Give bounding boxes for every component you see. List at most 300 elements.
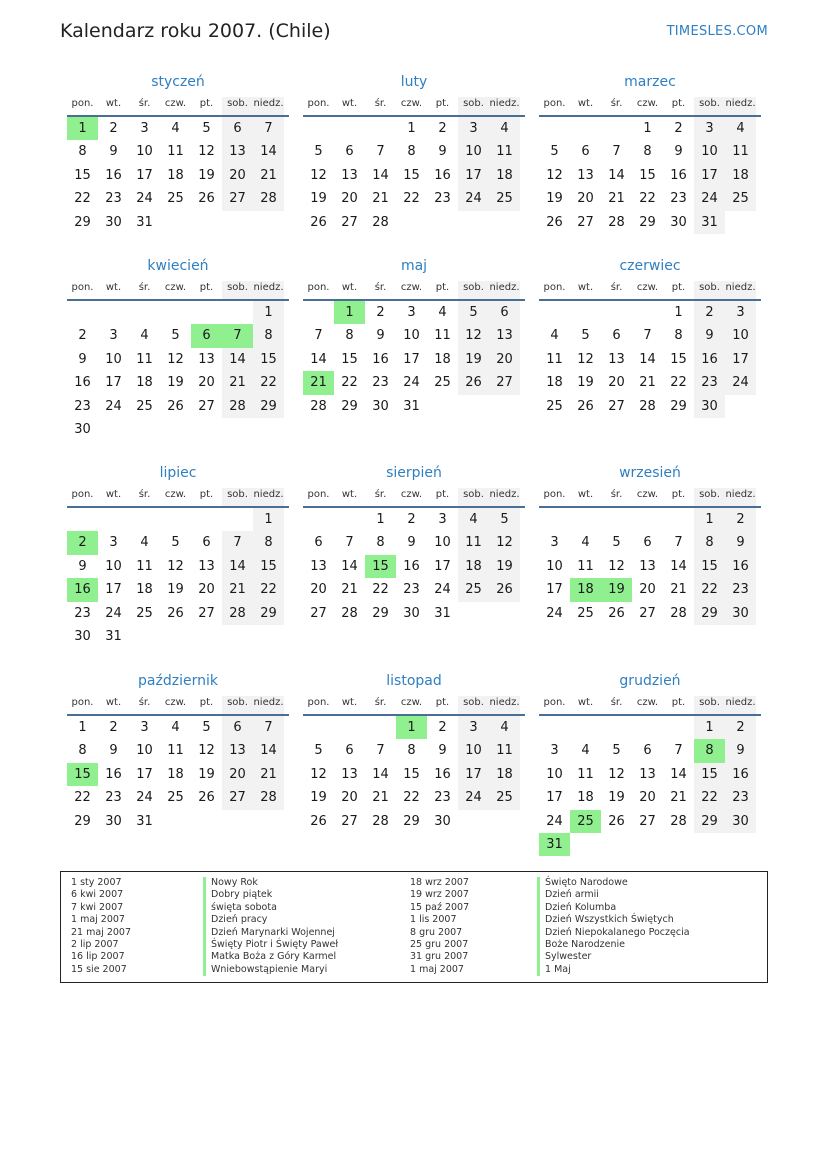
day-cell: 26: [546, 214, 563, 230]
weekday-label: pt.: [435, 282, 450, 293]
weekday-label: niedz.: [253, 696, 284, 714]
day-cell: 29: [694, 810, 725, 833]
empty-cell: [601, 117, 632, 140]
day-cell: 21: [372, 790, 389, 806]
day-cell: 20: [577, 191, 594, 207]
holiday-day-cell: 6: [191, 324, 222, 347]
day-cell: 9: [78, 558, 87, 574]
day-cell: 28: [372, 813, 389, 829]
day-cell: 12: [198, 743, 215, 759]
day-cell: 8: [78, 743, 87, 759]
day-cell: 15: [253, 348, 284, 371]
day-cell: 14: [253, 739, 284, 762]
day-cell: 27: [341, 813, 358, 829]
day-cell: 26: [198, 790, 215, 806]
day-cell: 21: [341, 582, 358, 598]
legend-holiday-name: Dzień armii: [537, 889, 690, 901]
day-cell: 11: [725, 140, 756, 163]
day-cell: 10: [546, 558, 563, 574]
day-cell: 30: [105, 813, 122, 829]
day-grid: [303, 508, 525, 625]
weekday-label: sob.: [694, 281, 725, 299]
day-cell: 2: [694, 301, 725, 324]
day-cell: 24: [136, 790, 153, 806]
weekday-label: pt.: [435, 489, 450, 500]
weekday-label: pon.: [307, 489, 330, 500]
day-cell: 7: [376, 144, 385, 160]
day-cell: 21: [670, 790, 687, 806]
day-cell: 5: [581, 328, 590, 344]
empty-cell: [539, 508, 570, 531]
month-name: styczeń: [151, 74, 205, 90]
weekday-label: pt.: [435, 98, 450, 109]
empty-cell: [334, 508, 365, 531]
holiday-day-cell: 31: [539, 833, 570, 856]
empty-cell: [129, 508, 160, 531]
weekday-label: czw.: [400, 697, 423, 708]
weekday-label: niedz.: [725, 488, 756, 506]
day-cell: 30: [694, 395, 725, 418]
month-name: luty: [400, 74, 428, 90]
day-cell: 26: [458, 371, 489, 394]
day-cell: 16: [105, 766, 122, 782]
day-cell: 24: [458, 786, 489, 809]
day-cell: 3: [550, 743, 559, 759]
day-cell: 8: [253, 531, 284, 554]
day-cell: 26: [608, 813, 625, 829]
weekday-label: niedz.: [489, 488, 520, 506]
day-cell: 2: [674, 121, 683, 136]
day-grid: [303, 716, 525, 833]
day-cell: 24: [725, 371, 756, 394]
day-cell: 8: [643, 144, 652, 160]
day-cell: 29: [253, 602, 284, 625]
day-cell: 7: [345, 535, 354, 551]
month-block: [539, 71, 761, 234]
day-cell: 25: [489, 786, 520, 809]
weekday-header: [539, 97, 761, 117]
day-cell: 31: [136, 214, 153, 230]
day-cell: 26: [577, 398, 594, 414]
day-cell: 10: [458, 140, 489, 163]
weekday-label: sob.: [694, 696, 725, 714]
day-cell: 30: [74, 421, 91, 437]
day-cell: 12: [310, 766, 327, 782]
day-cell: 11: [577, 766, 594, 782]
day-cell: 5: [550, 144, 559, 160]
day-cell: 15: [403, 167, 420, 183]
month-name: kwiecień: [147, 258, 209, 274]
month-block: [539, 255, 761, 418]
day-cell: 3: [458, 716, 489, 739]
day-cell: 18: [489, 164, 520, 187]
day-cell: 28: [310, 398, 327, 414]
day-cell: 28: [372, 214, 389, 230]
day-cell: 14: [341, 558, 358, 574]
weekday-label: czw.: [400, 98, 423, 109]
legend-names-left: [203, 877, 338, 976]
weekday-label: pon.: [71, 489, 94, 500]
day-cell: 27: [198, 605, 215, 621]
day-cell: 8: [694, 531, 725, 554]
holiday-day-cell: 1: [396, 716, 427, 739]
day-cell: 30: [725, 810, 756, 833]
legend-date: 15 sie 2007: [71, 963, 127, 975]
day-cell: 25: [434, 375, 451, 391]
weekday-label: czw.: [164, 282, 187, 293]
day-cell: 9: [438, 743, 447, 759]
month-block: [539, 670, 761, 856]
day-cell: 5: [612, 743, 621, 759]
legend-date: 15 paź 2007: [410, 901, 470, 913]
day-grid: [67, 301, 289, 441]
day-cell: 30: [725, 602, 756, 625]
day-cell: 1: [694, 508, 725, 531]
legend-date: 6 kwi 2007: [71, 889, 124, 901]
day-cell: 4: [489, 716, 520, 739]
day-cell: 14: [310, 351, 327, 367]
weekday-label: wt.: [105, 98, 122, 109]
day-cell: 3: [109, 328, 118, 344]
empty-cell: [303, 301, 334, 324]
day-cell: 4: [438, 305, 447, 320]
weekday-label: wt.: [105, 282, 122, 293]
brand-link[interactable]: TIMESLES.COM: [666, 24, 768, 39]
weekday-label: czw.: [636, 98, 659, 109]
day-cell: 10: [105, 558, 122, 574]
day-cell: 24: [105, 398, 122, 414]
weekday-label: wt.: [341, 489, 358, 500]
weekday-label: niedz.: [725, 97, 756, 115]
legend-holiday-name: Dobry piątek: [203, 889, 338, 901]
day-cell: 3: [140, 121, 149, 136]
legend-date: 1 maj 2007: [71, 914, 125, 926]
legend-date: 21 maj 2007: [71, 926, 132, 938]
empty-cell: [663, 716, 694, 739]
day-cell: 18: [725, 164, 756, 187]
holiday-day-cell: 21: [303, 371, 334, 394]
day-cell: 13: [608, 351, 625, 367]
day-cell: 15: [639, 167, 656, 183]
weekday-label: pt.: [199, 697, 214, 708]
month-name: lipiec: [159, 465, 197, 481]
day-cell: 27: [489, 371, 520, 394]
legend-dates-left: [71, 877, 131, 976]
day-cell: 23: [725, 578, 756, 601]
day-cell: 24: [105, 605, 122, 621]
day-cell: 5: [202, 121, 211, 136]
day-cell: 31: [105, 628, 122, 644]
day-cell: 1: [376, 512, 385, 527]
empty-cell: [663, 508, 694, 531]
day-cell: 10: [546, 766, 563, 782]
day-cell: 24: [458, 187, 489, 210]
legend-holiday-name: Dzień pracy: [203, 914, 338, 926]
day-cell: 20: [198, 375, 215, 391]
legend-holiday-name: Dzień Niepokalanego Poczęcia: [537, 927, 690, 939]
day-cell: 23: [694, 371, 725, 394]
day-cell: 29: [403, 813, 420, 829]
day-cell: 13: [341, 766, 358, 782]
day-cell: 10: [105, 351, 122, 367]
day-cell: 17: [694, 164, 725, 187]
day-cell: 27: [577, 214, 594, 230]
day-cell: 27: [608, 398, 625, 414]
day-cell: 9: [725, 531, 756, 554]
empty-cell: [601, 716, 632, 739]
day-cell: 12: [608, 766, 625, 782]
day-cell: 25: [458, 578, 489, 601]
legend-date: 8 gru 2007: [410, 926, 463, 938]
weekday-label: sob.: [458, 97, 489, 115]
day-cell: 27: [222, 187, 253, 210]
month-name: maj: [400, 258, 428, 274]
holiday-day-cell: 8: [694, 739, 725, 762]
day-cell: 20: [222, 763, 253, 786]
month-block: [67, 71, 289, 234]
day-cell: 10: [136, 743, 153, 759]
weekday-header: [67, 281, 289, 301]
day-cell: 11: [167, 144, 184, 160]
day-cell: 27: [639, 605, 656, 621]
month-name: listopad: [386, 673, 442, 689]
day-cell: 12: [546, 167, 563, 183]
day-cell: 13: [310, 558, 327, 574]
weekday-header: [303, 696, 525, 716]
day-cell: 5: [314, 144, 323, 160]
day-cell: 8: [407, 743, 416, 759]
day-cell: 26: [310, 813, 327, 829]
day-cell: 6: [222, 117, 253, 140]
day-cell: 17: [725, 348, 756, 371]
day-grid: [539, 508, 761, 625]
day-cell: 2: [109, 121, 118, 136]
day-cell: 9: [376, 328, 385, 344]
empty-cell: [365, 117, 396, 140]
day-cell: 5: [489, 508, 520, 531]
month-name: październik: [138, 673, 218, 689]
weekday-label: czw.: [164, 697, 187, 708]
empty-cell: [303, 716, 334, 739]
day-cell: 1: [407, 121, 416, 136]
day-cell: 14: [253, 140, 284, 163]
month-block: [67, 255, 289, 441]
weekday-label: czw.: [400, 282, 423, 293]
day-cell: 8: [345, 328, 354, 344]
day-cell: 14: [670, 558, 687, 574]
day-cell: 6: [643, 535, 652, 551]
day-cell: 19: [198, 766, 215, 782]
empty-cell: [160, 508, 191, 531]
day-cell: 17: [458, 763, 489, 786]
empty-cell: [191, 508, 222, 531]
legend-date: 25 gru 2007: [410, 938, 469, 950]
day-cell: 5: [458, 301, 489, 324]
day-cell: 16: [725, 763, 756, 786]
day-cell: 16: [74, 375, 91, 391]
weekday-label: pon.: [71, 98, 94, 109]
weekday-label: pon.: [71, 282, 94, 293]
day-cell: 8: [253, 324, 284, 347]
day-cell: 3: [109, 535, 118, 551]
day-cell: 19: [489, 555, 520, 578]
empty-cell: [160, 301, 191, 324]
holiday-day-cell: 25: [570, 810, 601, 833]
month-block: [303, 462, 525, 625]
day-cell: 4: [581, 535, 590, 551]
weekday-label: śr.: [374, 282, 387, 293]
day-cell: 27: [198, 398, 215, 414]
day-cell: 13: [198, 558, 215, 574]
month-block: [303, 71, 525, 234]
day-cell: 12: [198, 144, 215, 160]
legend-date: 18 wrz 2007: [410, 877, 469, 888]
day-cell: 22: [253, 371, 284, 394]
day-cell: 26: [198, 191, 215, 207]
day-cell: 25: [136, 605, 153, 621]
day-cell: 14: [639, 351, 656, 367]
day-cell: 23: [434, 191, 451, 207]
weekday-label: śr.: [374, 98, 387, 109]
day-cell: 18: [136, 582, 153, 598]
empty-cell: [570, 716, 601, 739]
weekday-header: [303, 97, 525, 117]
day-cell: 18: [167, 766, 184, 782]
legend-date: 7 kwi 2007: [71, 901, 124, 913]
empty-cell: [98, 508, 129, 531]
legend-holiday-name: 1 Maj: [537, 964, 690, 976]
day-cell: 13: [222, 739, 253, 762]
day-cell: 22: [253, 578, 284, 601]
weekday-label: pt.: [671, 489, 686, 500]
day-cell: 19: [546, 191, 563, 207]
weekday-label: śr.: [610, 697, 623, 708]
day-cell: 6: [314, 535, 323, 551]
holiday-day-cell: 16: [67, 578, 98, 601]
legend-date: 1 lis 2007: [410, 914, 457, 926]
empty-cell: [222, 301, 253, 324]
day-cell: 10: [136, 144, 153, 160]
weekday-label: pt.: [199, 98, 214, 109]
weekday-label: sob.: [694, 488, 725, 506]
legend-holiday-name: Dzień Kolumba: [537, 902, 690, 914]
weekday-label: czw.: [164, 98, 187, 109]
weekday-header: [539, 488, 761, 508]
day-cell: 30: [403, 605, 420, 621]
day-cell: 4: [725, 117, 756, 140]
day-cell: 21: [670, 582, 687, 598]
day-cell: 23: [725, 786, 756, 809]
legend-date: 1 maj 2007: [410, 963, 464, 975]
day-cell: 1: [643, 121, 652, 136]
day-cell: 17: [105, 582, 122, 598]
day-grid: [539, 117, 761, 234]
day-cell: 24: [434, 582, 451, 598]
day-cell: 27: [341, 214, 358, 230]
weekday-label: czw.: [400, 489, 423, 500]
holiday-day-cell: 15: [365, 555, 396, 578]
day-cell: 26: [310, 214, 327, 230]
weekday-label: sob.: [222, 281, 253, 299]
day-cell: 15: [694, 555, 725, 578]
weekday-label: śr.: [610, 98, 623, 109]
empty-cell: [539, 117, 570, 140]
empty-cell: [570, 301, 601, 324]
empty-cell: [303, 117, 334, 140]
day-cell: 16: [434, 167, 451, 183]
day-cell: 14: [372, 167, 389, 183]
month-block: [303, 255, 525, 418]
day-cell: 14: [222, 555, 253, 578]
day-cell: 18: [458, 555, 489, 578]
legend-date: 19 wrz 2007: [410, 889, 469, 901]
day-cell: 24: [136, 191, 153, 207]
day-cell: 19: [310, 790, 327, 806]
day-cell: 21: [639, 375, 656, 391]
day-cell: 24: [403, 375, 420, 391]
day-cell: 4: [489, 117, 520, 140]
weekday-label: niedz.: [725, 696, 756, 714]
legend-holiday-name: Sylwester: [537, 951, 690, 963]
day-cell: 29: [694, 602, 725, 625]
weekday-label: wt.: [105, 489, 122, 500]
day-cell: 23: [105, 790, 122, 806]
day-cell: 28: [253, 786, 284, 809]
day-cell: 17: [434, 558, 451, 574]
empty-cell: [222, 508, 253, 531]
weekday-label: pt.: [671, 282, 686, 293]
day-cell: 21: [608, 191, 625, 207]
legend-date: 31 gru 2007: [410, 951, 469, 963]
day-cell: 22: [639, 191, 656, 207]
day-cell: 8: [407, 144, 416, 160]
day-cell: 4: [550, 328, 559, 344]
day-cell: 15: [341, 351, 358, 367]
day-cell: 17: [403, 351, 420, 367]
weekday-label: śr.: [610, 489, 623, 500]
day-cell: 9: [78, 351, 87, 367]
day-cell: 10: [725, 324, 756, 347]
day-cell: 16: [725, 555, 756, 578]
day-cell: 6: [489, 301, 520, 324]
weekday-label: pt.: [199, 282, 214, 293]
day-cell: 8: [376, 535, 385, 551]
day-grid: [539, 716, 761, 856]
day-cell: 15: [74, 167, 91, 183]
day-cell: 11: [489, 140, 520, 163]
weekday-label: sob.: [222, 488, 253, 506]
day-cell: 24: [546, 605, 563, 621]
day-cell: 15: [403, 766, 420, 782]
day-cell: 12: [577, 351, 594, 367]
day-cell: 5: [612, 535, 621, 551]
day-cell: 29: [670, 398, 687, 414]
day-cell: 25: [546, 398, 563, 414]
day-cell: 21: [253, 164, 284, 187]
empty-cell: [539, 301, 570, 324]
weekday-label: pon.: [71, 697, 94, 708]
day-cell: 3: [694, 117, 725, 140]
month-block: [303, 670, 525, 833]
day-cell: 28: [222, 602, 253, 625]
day-cell: 21: [372, 191, 389, 207]
day-cell: 22: [403, 790, 420, 806]
weekday-label: czw.: [636, 697, 659, 708]
day-cell: 7: [674, 743, 683, 759]
day-cell: 11: [167, 743, 184, 759]
day-cell: 7: [612, 144, 621, 160]
day-cell: 20: [222, 164, 253, 187]
